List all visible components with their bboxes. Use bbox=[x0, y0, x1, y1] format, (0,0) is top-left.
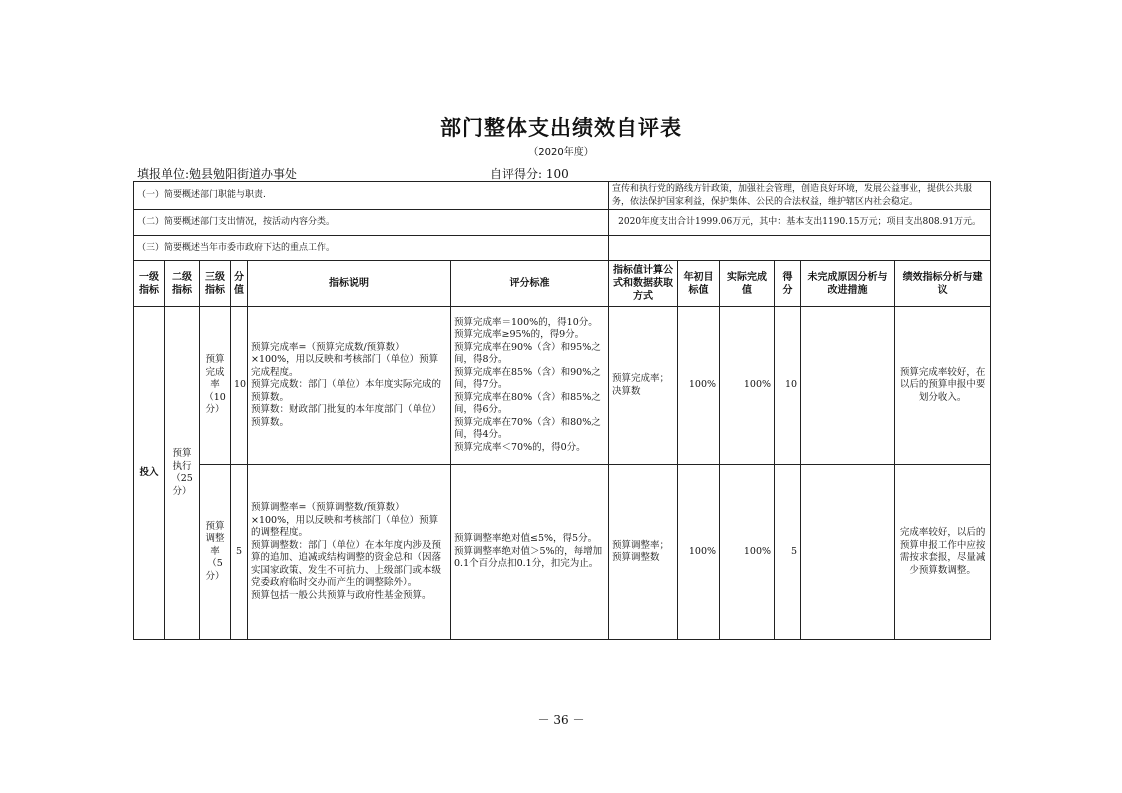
section-row-3 bbox=[134, 236, 991, 261]
table-row bbox=[134, 465, 991, 640]
header-level2: 二级指标 bbox=[165, 261, 200, 307]
evaluation-table bbox=[133, 181, 991, 640]
header-advice: 绩效指标分析与建议 bbox=[895, 261, 991, 307]
header-criteria: 评分标准 bbox=[451, 261, 609, 307]
formula-cell: 预算完成率；决算数 bbox=[609, 307, 678, 465]
section-content: 宣传和执行党的路线方针政策，加强社会管理，创造良好环境，发展公益事业，提供公共服务，依法保护国家利益，保护集体、公民的合法权益，维护辖区内社会稳定。 bbox=[609, 182, 991, 210]
section-label: （一）简要概述部门职能与职责. bbox=[134, 182, 609, 210]
header-actual: 实际完成值 bbox=[720, 261, 775, 307]
level2-cell: 预算执行（25分） bbox=[165, 307, 200, 640]
section-label: （二）简要概述部门支出情况，按活动内容分类。 bbox=[134, 210, 609, 236]
actual-cell: 100% bbox=[720, 465, 775, 640]
document-title: 部门整体支出绩效自评表 bbox=[440, 116, 682, 140]
got-cell: 5 bbox=[775, 465, 801, 640]
section-content: 2020年度支出合计1999.06万元，其中：基本支出1190.15万元；项目支出808.91万元。 bbox=[609, 210, 991, 236]
self-score: 自评得分: 100 bbox=[490, 167, 569, 181]
reason-cell bbox=[801, 307, 895, 465]
advice-cell: 完成率较好，以后的预算申报工作中应按需按求套报，尽量减少预算数调整。 bbox=[895, 465, 991, 640]
criteria-cell: 预算完成率＝100%的，得10分。 预算完成率≥95%的，得9分。 预算完成率在90%（含）和95%之间，得8分。 预算完成率在85%（含）和90%之间，得7分。 预算完成率在80%（含）和85%之间，得6分。 预算完成率在70%（含）和80%之间，得4分。 预算完成率＜70%的，得0分。 bbox=[451, 307, 609, 465]
level3-cell: 预算完成率（10分） bbox=[200, 307, 231, 465]
desc-cell: 预算调整率=（预算调整数/预算数）×100%，用以反映和考核部门（单位）预算的调整程度。 预算调整数：部门（单位）在本年度内涉及预算的追加、追减或结构调整的资金总和（因落实国家政策、发生不可抗力、上级部门或本级党委政府临时交办而产生的调整除外）。 预算包括一般公共预算与政府性基金预算。 bbox=[248, 465, 451, 640]
header-level3: 三级指标 bbox=[200, 261, 231, 307]
desc-cell: 预算完成率=（预算完成数/预算数）×100%，用以反映和考核部门（单位）预算完成程度。 预算完成数：部门（单位）本年度实际完成的预算数。 预算数：财政部门批复的本年度部门（单位）预算数。 bbox=[248, 307, 451, 465]
actual-cell: 100% bbox=[720, 307, 775, 465]
formula-cell: 预算调整率；预算调整数 bbox=[609, 465, 678, 640]
header-desc: 指标说明 bbox=[248, 261, 451, 307]
level1-cell: 投入 bbox=[134, 307, 165, 640]
document-year: （2020年度） bbox=[528, 147, 594, 158]
score-cell: 5 bbox=[231, 465, 248, 640]
header-row bbox=[134, 261, 991, 307]
header-target: 年初目标值 bbox=[678, 261, 720, 307]
header-reason: 未完成原因分析与改进措施 bbox=[801, 261, 895, 307]
criteria-cell: 预算调整率绝对值≤5%，得5分。 预算调整率绝对值＞5%的，每增加0.1个百分点扣0.1分，扣完为止。 bbox=[451, 465, 609, 640]
section-content bbox=[609, 236, 991, 261]
level3-cell: 预算调整率（5分） bbox=[200, 465, 231, 640]
header-level1: 一级指标 bbox=[134, 261, 165, 307]
advice-cell: 预算完成率较好，在以后的预算申报中要划分收入。 bbox=[895, 307, 991, 465]
reason-cell bbox=[801, 465, 895, 640]
table-row bbox=[134, 307, 991, 465]
target-cell: 100% bbox=[678, 465, 720, 640]
target-cell: 100% bbox=[678, 307, 720, 465]
got-cell: 10 bbox=[775, 307, 801, 465]
header-got: 得分 bbox=[775, 261, 801, 307]
header-formula: 指标值计算公式和数据获取方式 bbox=[609, 261, 678, 307]
section-label: （三）简要概述当年市委市政府下达的重点工作。 bbox=[134, 236, 609, 261]
section-row-1 bbox=[134, 182, 991, 210]
score-cell: 10 bbox=[231, 307, 248, 465]
header-score: 分值 bbox=[231, 261, 248, 307]
section-row-2 bbox=[134, 210, 991, 236]
reporting-unit: 填报单位:勉县勉阳街道办事处 bbox=[137, 167, 298, 181]
page-number: － 36 － bbox=[537, 713, 585, 727]
